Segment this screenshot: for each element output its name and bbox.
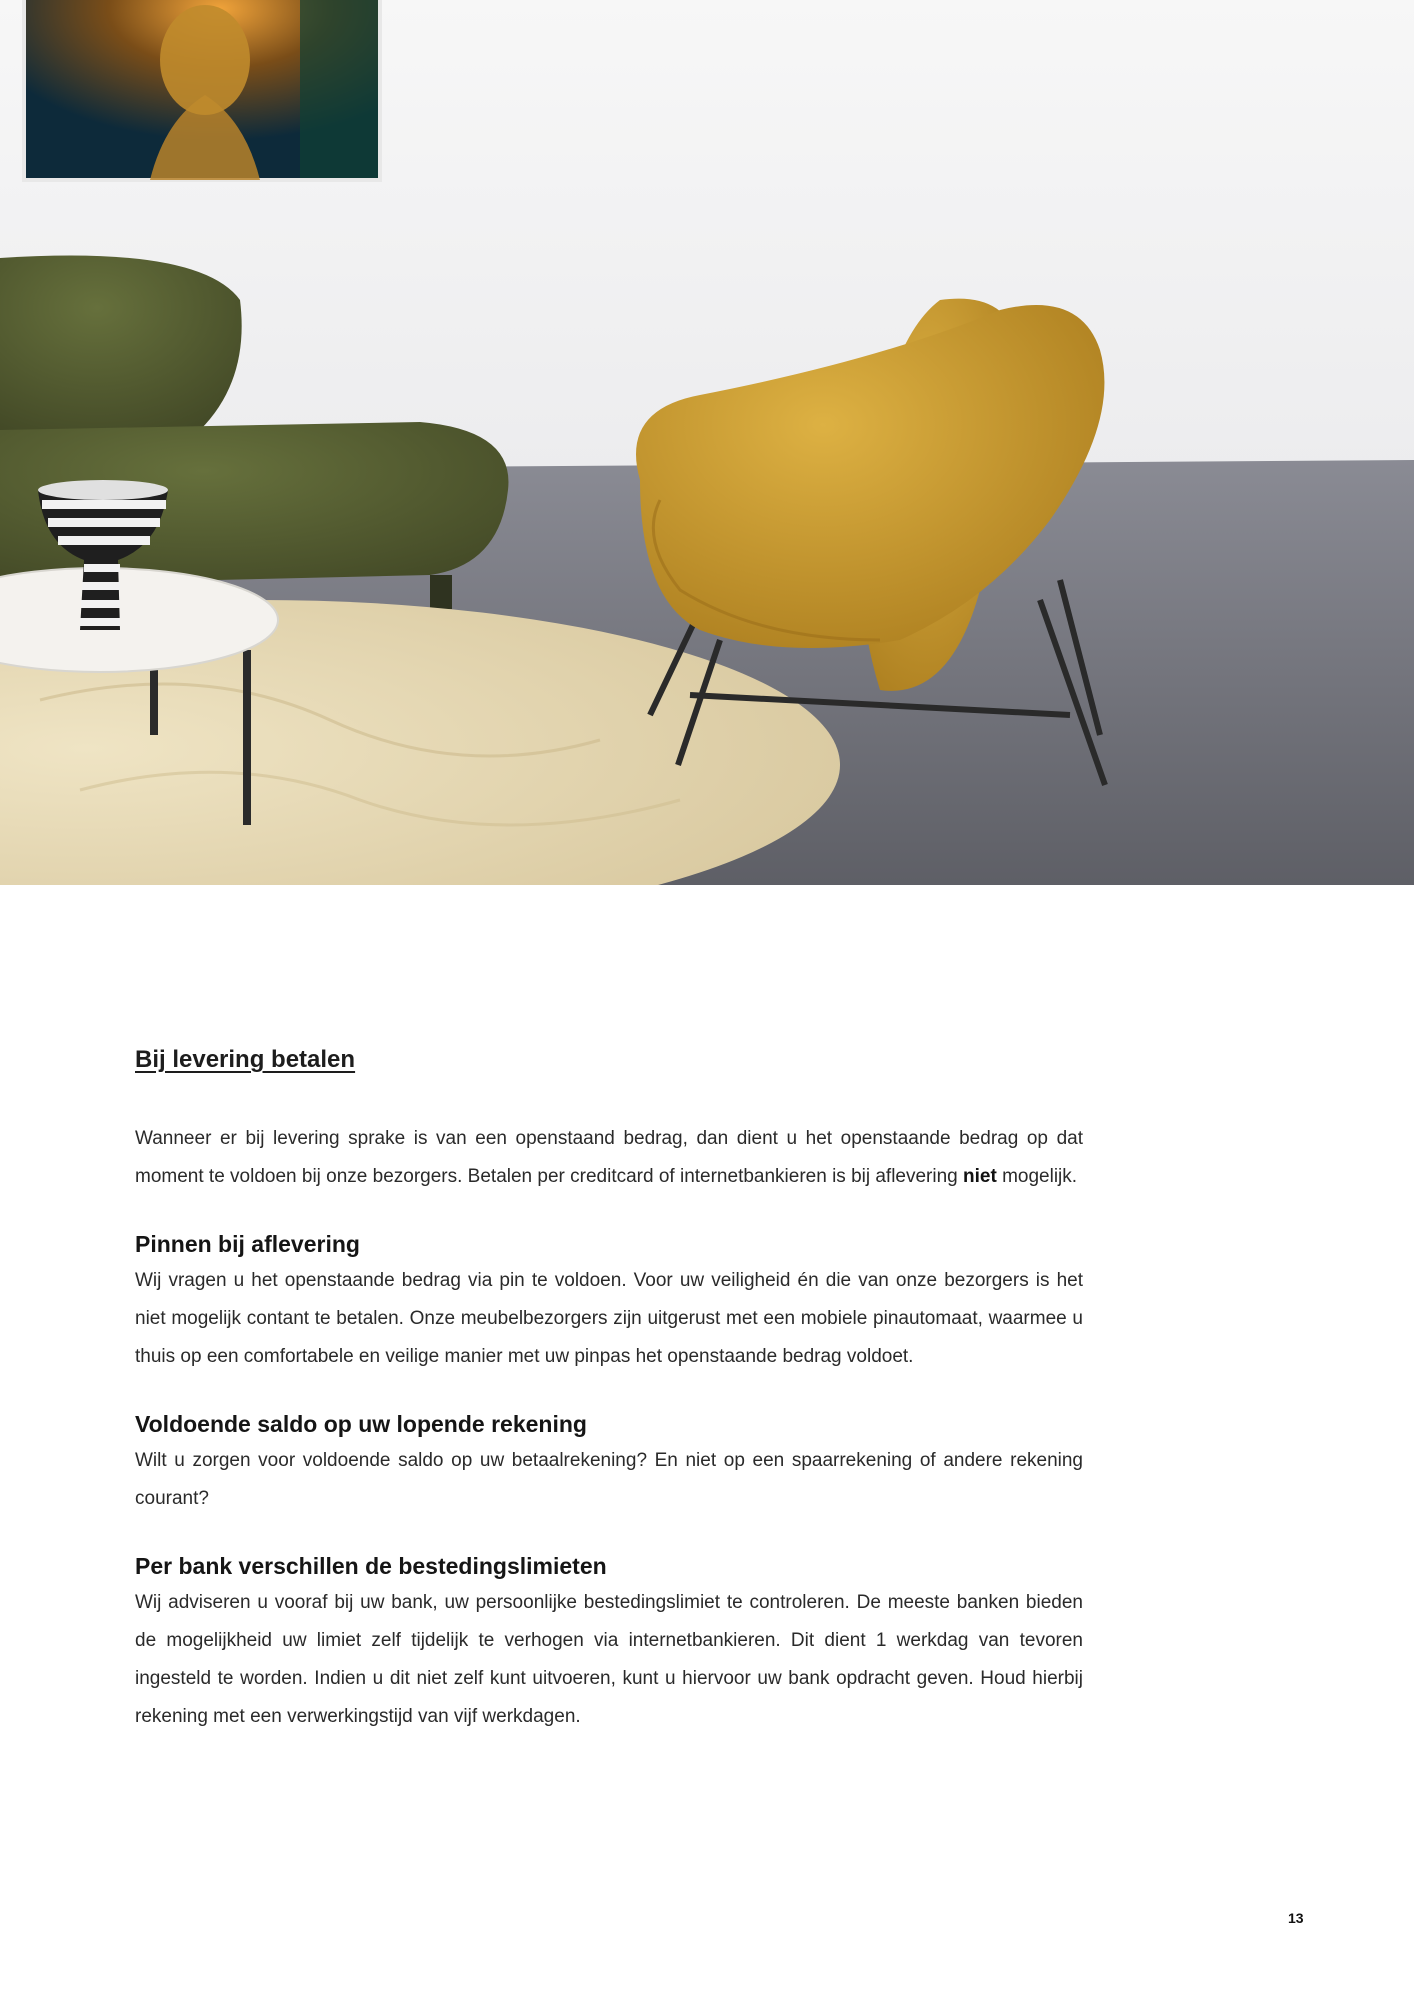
heading-bij-levering-betalen: Bij levering betalen	[135, 1046, 356, 1073]
paragraph-bij-levering-betalen: Wanneer er bij levering sprake is van een openstaand bedrag, dan dient u het openstaande bedrag op dat moment te voldoen bij onze bezorgers. Betalen per creditcard of internetbankieren is bij aflevering niet mogelijk.	[135, 1128, 1083, 1187]
hero-photo	[0, 0, 1414, 885]
heading-bestedingslimieten: Per bank verschillen de bestedingslimieten	[135, 1553, 607, 1579]
paragraph-voldoende-saldo: Wilt u zorgen voor voldoende saldo op uw betaalrekening? En niet op een spaarrekening of andere rekening courant?	[135, 1450, 1083, 1509]
payment-info	[135, 1040, 1083, 1736]
heading-pinnen-bij-aflevering: Pinnen bij aflevering	[135, 1231, 360, 1257]
paragraph-bestedingslimieten: Wij adviseren u vooraf bij uw bank, uw persoonlijke bestedingslimiet te controleren. De meeste banken bieden de mogelijkheid uw limiet zelf tijdelijk te verhogen via internetbankieren. Dit dient 1 werkdag van tevoren ingesteld te worden. Indien u dit niet zelf kunt uitvoeren, kunt u hiervoor uw bank opdracht geven. Houd hierbij rekening met een verwerkingstijd van vijf werkdagen.	[135, 1592, 1083, 1727]
wall-artwork	[22, 0, 382, 182]
heading-voldoende-saldo: Voldoende saldo op uw lopende rekening	[135, 1411, 587, 1437]
paragraph-pinnen-bij-aflevering: Wij vragen u het openstaande bedrag via pin te voldoen. Voor uw veiligheid én die van onze bezorgers is het niet mogelijk contant te betalen. Onze meubelbezorgers zijn uitgerust met een mobiele pinautomaat, waarmee u thuis op een comfortabele en veilige manier met uw pinpas het openstaande bedrag voldoet.	[135, 1270, 1083, 1367]
page-number: 13	[1288, 1910, 1304, 1926]
